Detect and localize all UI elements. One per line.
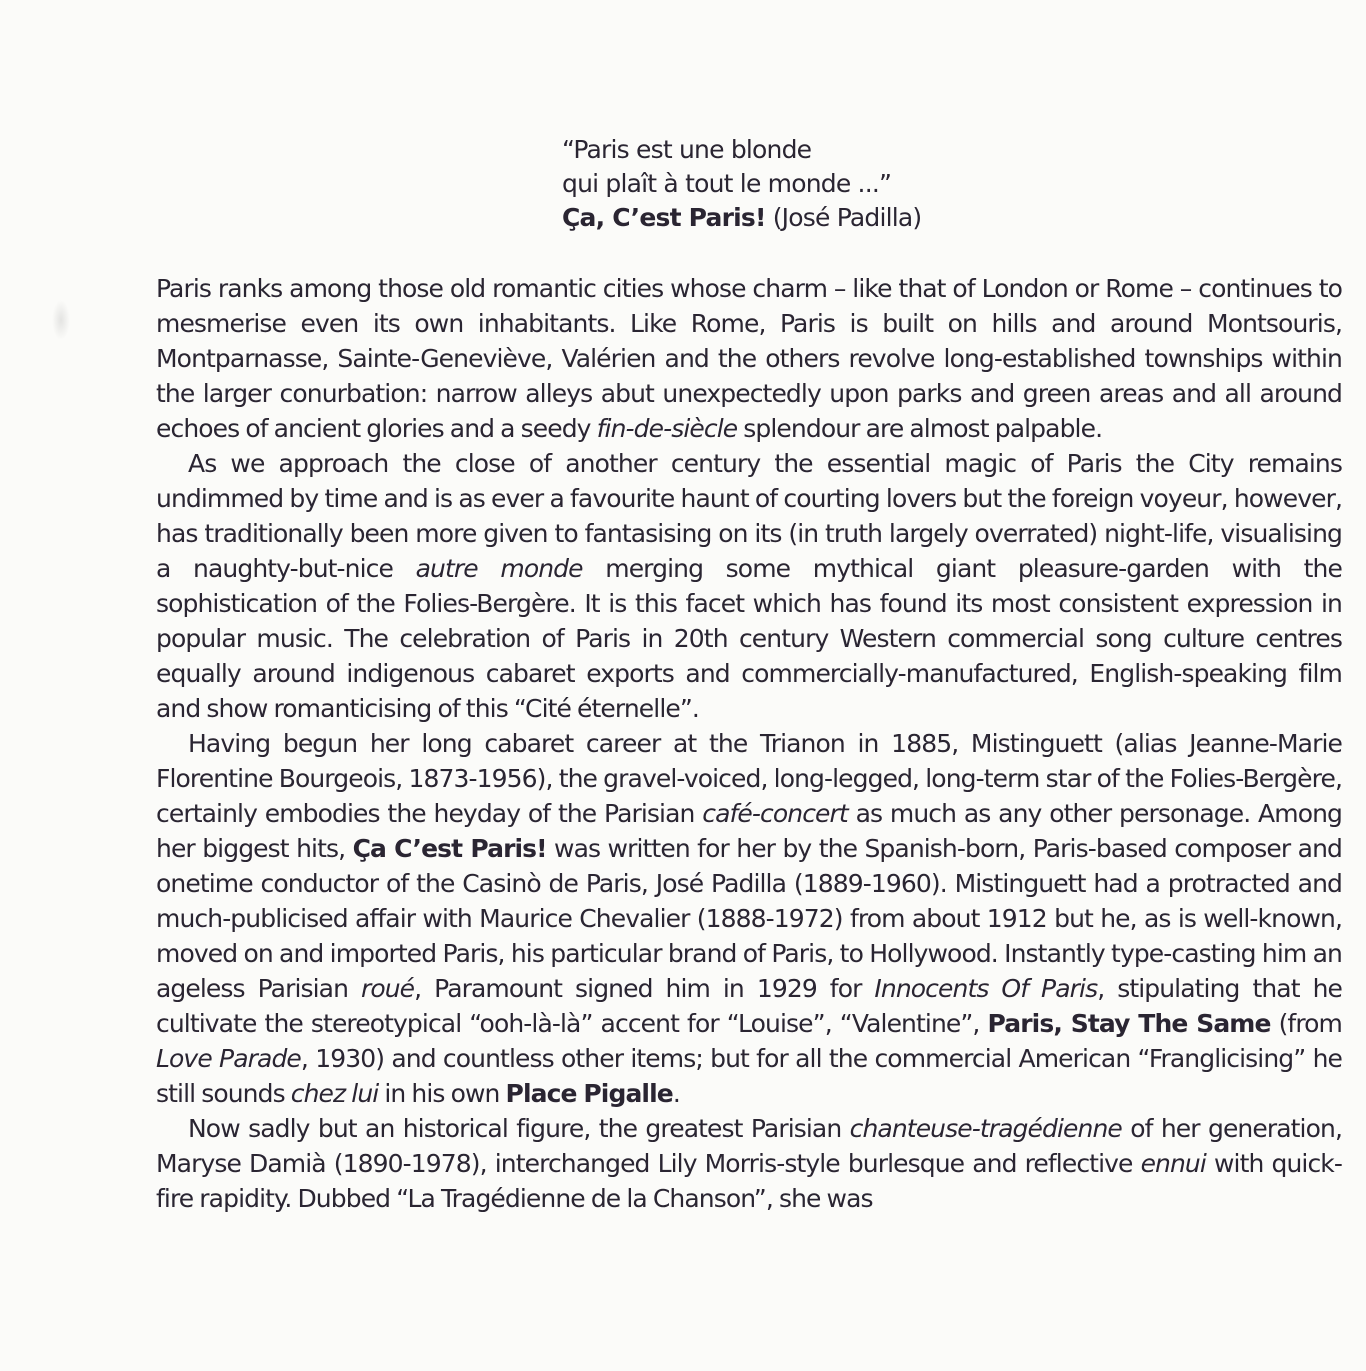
song-title: Paris, Stay The Same [987, 1009, 1271, 1038]
text-run: merging some mythical giant pleasure-garden with the sophistication of the Folies-Bergère. It is this facet which has found its most consistent expression in popular music. The celebration of Paris in 20th century Western commercial song culture centres equally around indigenous cabaret exports and commercially-manufactured, English-speaking film and show romanticising of this “Cité éternelle”. [156, 554, 1342, 723]
film-title: Love Parade [156, 1044, 301, 1073]
text-run: Now sadly but an historical figure, the greatest Parisian [188, 1114, 850, 1143]
epigraph [562, 133, 921, 235]
text-run: as much as any other personage. Among her biggest hits, [156, 799, 1342, 863]
text-run: As we approach the close of another century the essential magic of Paris the City remains undimmed by time and is as ever a favourite haunt of courting lovers but the foreign voyeur, however, has traditionally been more given to fantasising on its (in truth largely overrated) night-life, visualising a naughty-but-nice [156, 449, 1342, 583]
text-run: in his own [378, 1079, 506, 1108]
italic-term: autre monde [415, 554, 583, 583]
italic-term: fin-de-siècle [596, 414, 738, 443]
italic-term: ennui [1140, 1149, 1206, 1178]
text-run: , 1930) and countless other items; but for all the commercial American “Franglicising” he still sounds [156, 1044, 1342, 1108]
film-title: Innocents Of Paris [874, 974, 1098, 1003]
text-run: of her generation, Maryse Damià (1890-1978), interchanged Lily Morris-style burlesque and reflective [156, 1114, 1342, 1178]
paragraph-1 [156, 271, 1342, 446]
italic-term: roué [360, 974, 415, 1003]
italic-term: chanteuse-tragédienne [849, 1114, 1122, 1143]
text-run: with quick-fire rapidity. Dubbed “La Tragédienne de la Chanson”, she was [156, 1149, 1342, 1213]
italic-term: café-concert [702, 799, 848, 828]
text-run: . [672, 1079, 680, 1108]
song-title: Ça C’est Paris! [352, 834, 547, 863]
text-run: (from [1270, 1009, 1343, 1038]
epigraph-credit [562, 201, 921, 235]
epigraph-attribution: (José Padilla) [765, 203, 922, 232]
text-run: was written for her by the Spanish-born, Paris-based composer and onetime conductor of the Casinò de Paris, José Padilla (1889-1960). Mistinguett had a protracted and much-publicised affair with Maurice Chevalier (1888-1972) from about 1912 but he, as is well-known, moved on and imported Paris, his particular brand of Paris, to Hollywood. Instantly type-casting him an ageless Parisian [156, 834, 1342, 1003]
paragraph-2 [156, 446, 1342, 726]
epigraph-song-title: Ça, C’est Paris! [562, 203, 766, 232]
text-run: splendour are almost palpable. [737, 414, 1103, 443]
italic-term: chez lui [290, 1079, 379, 1108]
text-run: , stipulating that he cultivate the stereotypical “ooh-là-là” accent for “Louise”, “Valentine”, [156, 974, 1342, 1038]
song-title: Place Pigalle [505, 1079, 673, 1108]
text-run: , Paramount signed him in 1929 for [414, 974, 875, 1003]
paragraph-4 [156, 1111, 1342, 1216]
epigraph-line-1: “Paris est une blonde [562, 135, 812, 164]
text-run: Having begun her long cabaret career at the Trianon in 1885, Mistinguett (alias Jeanne-Marie Florentine Bourgeois, 1873-1956), the gravel-voiced, long-legged, long-term star of the Folies-Bergère, certainly embodies the heyday of the Parisian [156, 729, 1342, 828]
epigraph-line-2: qui plaît à tout le monde ...” [562, 169, 892, 198]
article-body [156, 271, 1342, 1216]
paper-speck [52, 300, 70, 340]
paragraph-3 [156, 726, 1342, 1111]
text-run: Paris ranks among those old romantic cities whose charm – like that of London or Rome – continues to mesmerise even its own inhabitants. Like Rome, Paris is built on hills and around Montsouris, Montparnasse, Sainte-Geneviève, Valérien and the others revolve long-established townships within the larger conurbation: narrow alleys abut unexpectedly upon parks and green areas and all around echoes of ancient glories and a seedy [156, 274, 1342, 443]
